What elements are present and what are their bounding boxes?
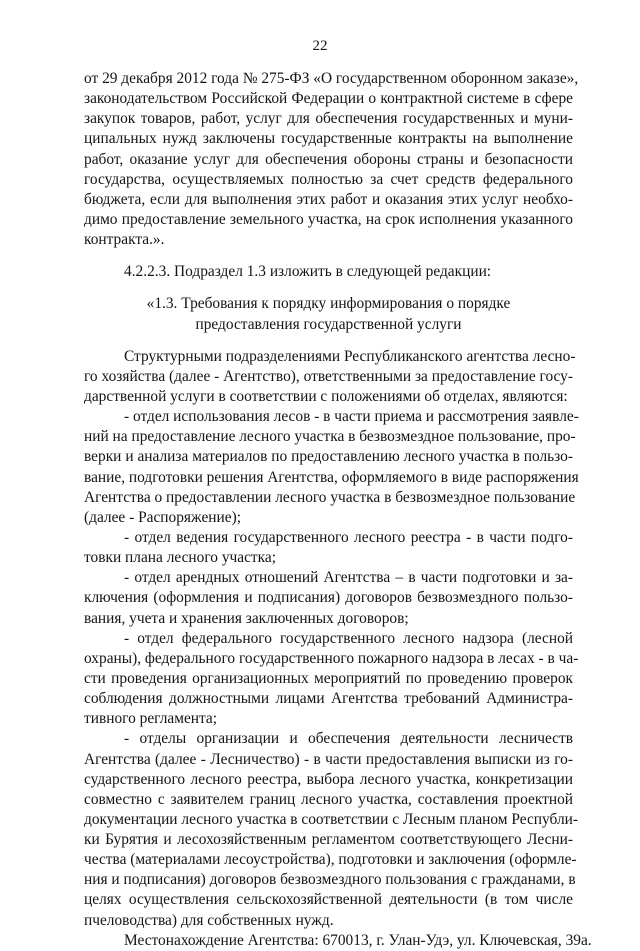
text-line: товки плана лесного участка; xyxy=(84,549,277,567)
paragraph xyxy=(84,528,573,568)
text-line: Агентства о предоставлении лесного участка в безвозмездное пользование xyxy=(84,488,576,506)
text-line: вание, подготовки решения Агентства, оформляемого в виде распоряжения xyxy=(84,468,579,486)
text-line: государства, осуществляемых полностью за счет средств федерального xyxy=(84,170,573,188)
text-line: законодательством Российской Федерации о контрактной системе в сфере xyxy=(84,90,573,108)
text-line: документации лесного участка в соответствии с Лесным планом Республи- xyxy=(84,810,579,828)
paragraph xyxy=(84,931,592,951)
text-line: работ, оказание услуг для обеспечения обороны страны и безопасности xyxy=(84,150,573,168)
text-line: соблюдения должностными лицами Агентства требований Администра- xyxy=(84,690,573,708)
text-line: закупок товаров, работ, услуг для обеспечения государственных и муни- xyxy=(84,110,573,128)
text-line: «1.3. Требования к порядку информирования о порядке xyxy=(146,295,511,313)
text-line: сударственного лесного реестра, выбора лесного участка, конкретизации xyxy=(84,770,573,788)
text-line: предоставления государственной услуги xyxy=(195,315,462,333)
paragraph xyxy=(84,629,579,730)
text-line: бюджета, если для выполнения этих работ и оказания этих услуг необхо- xyxy=(84,190,573,208)
paragraph xyxy=(84,69,579,250)
text-line: верки и анализа материалов по предоставлению лесного участка в пользо- xyxy=(84,448,573,466)
text-line: димо предоставление земельного участка, на срок исполнения указанного xyxy=(84,210,573,228)
text-line: - отдел арендных отношений Агентства – в части подготовки и за- xyxy=(124,569,573,587)
paragraph xyxy=(84,729,579,930)
text-line: тивного регламента; xyxy=(84,710,218,728)
text-line: контракта.». xyxy=(84,231,165,249)
text-line: ки Бурятия и лесохозяйственным регламентом соответствующего Лесни- xyxy=(84,831,573,849)
document-body xyxy=(84,69,592,951)
paragraph xyxy=(84,294,573,334)
text-line: от 29 декабря 2012 года № 275-ФЗ «О государственном оборонном заказе», xyxy=(84,70,579,87)
paragraph xyxy=(84,568,573,628)
text-line: Агентства (далее - Лесничество) - в части предоставления выписки из го- xyxy=(84,750,573,768)
page-number: 22 xyxy=(312,38,328,54)
text-line: Местонахождение Агентства: 670013, г. Улан-Удэ, ул. Ключевская, 39а. xyxy=(124,931,592,949)
text-line: го хозяйства (далее - Агентство), ответственными за предоставление госу- xyxy=(84,367,573,385)
paragraph xyxy=(84,407,579,528)
text-line: - отделы организации и обеспечения деятельности лесничеств xyxy=(124,730,573,748)
paragraph xyxy=(84,262,573,282)
text-line: ния и подписания) договоров безвозмездного пользования с гражданами, в xyxy=(84,871,576,889)
text-line: целях осуществления сельскохозяйственной деятельности (в том числе xyxy=(84,891,573,909)
text-line: ципальных нужд заключены государственные контракты на выполнение xyxy=(84,130,573,148)
text-line: - отдел федерального государственного лесного надзора (лесной xyxy=(124,629,573,647)
text-line: Структурными подразделениями Республиканского агентства лесно- xyxy=(124,347,576,365)
text-line: 4.2.2.3. Подраздел 1.3 изложить в следующей редакции: xyxy=(124,263,492,281)
text-line: чества (материалами лесоустройства), подготовки и заключения (оформле- xyxy=(84,851,577,869)
paragraph xyxy=(84,347,576,407)
text-line: охраны), федерального государственного пожарного надзора в лесах - в ча- xyxy=(84,649,579,667)
text-line: - отдел ведения государственного лесного реестра - в части подго- xyxy=(124,528,573,546)
text-line: ний на предоставление лесного участка в безвозмездное пользование, про- xyxy=(84,428,576,446)
text-line: - отдел использования лесов - в части приема и рассмотрения заявле- xyxy=(124,408,579,426)
text-line: ключения (оформления и подписания) договоров безвозмездного пользо- xyxy=(84,589,573,607)
text-line: вания, учета и хранения заключенных договоров; xyxy=(84,609,409,627)
text-line: совместно с заявителем границ лесного участка, составления проектной xyxy=(84,790,573,808)
text-line: (далее - Распоряжение); xyxy=(84,508,241,526)
text-line: сти проведения организационных мероприятий по проведению проверок xyxy=(84,669,573,687)
text-line: дарственной услуги в соответствии с положениями об отделах, являются: xyxy=(84,387,568,405)
text-line: пчеловодства) для собственных нужд. xyxy=(84,911,334,929)
